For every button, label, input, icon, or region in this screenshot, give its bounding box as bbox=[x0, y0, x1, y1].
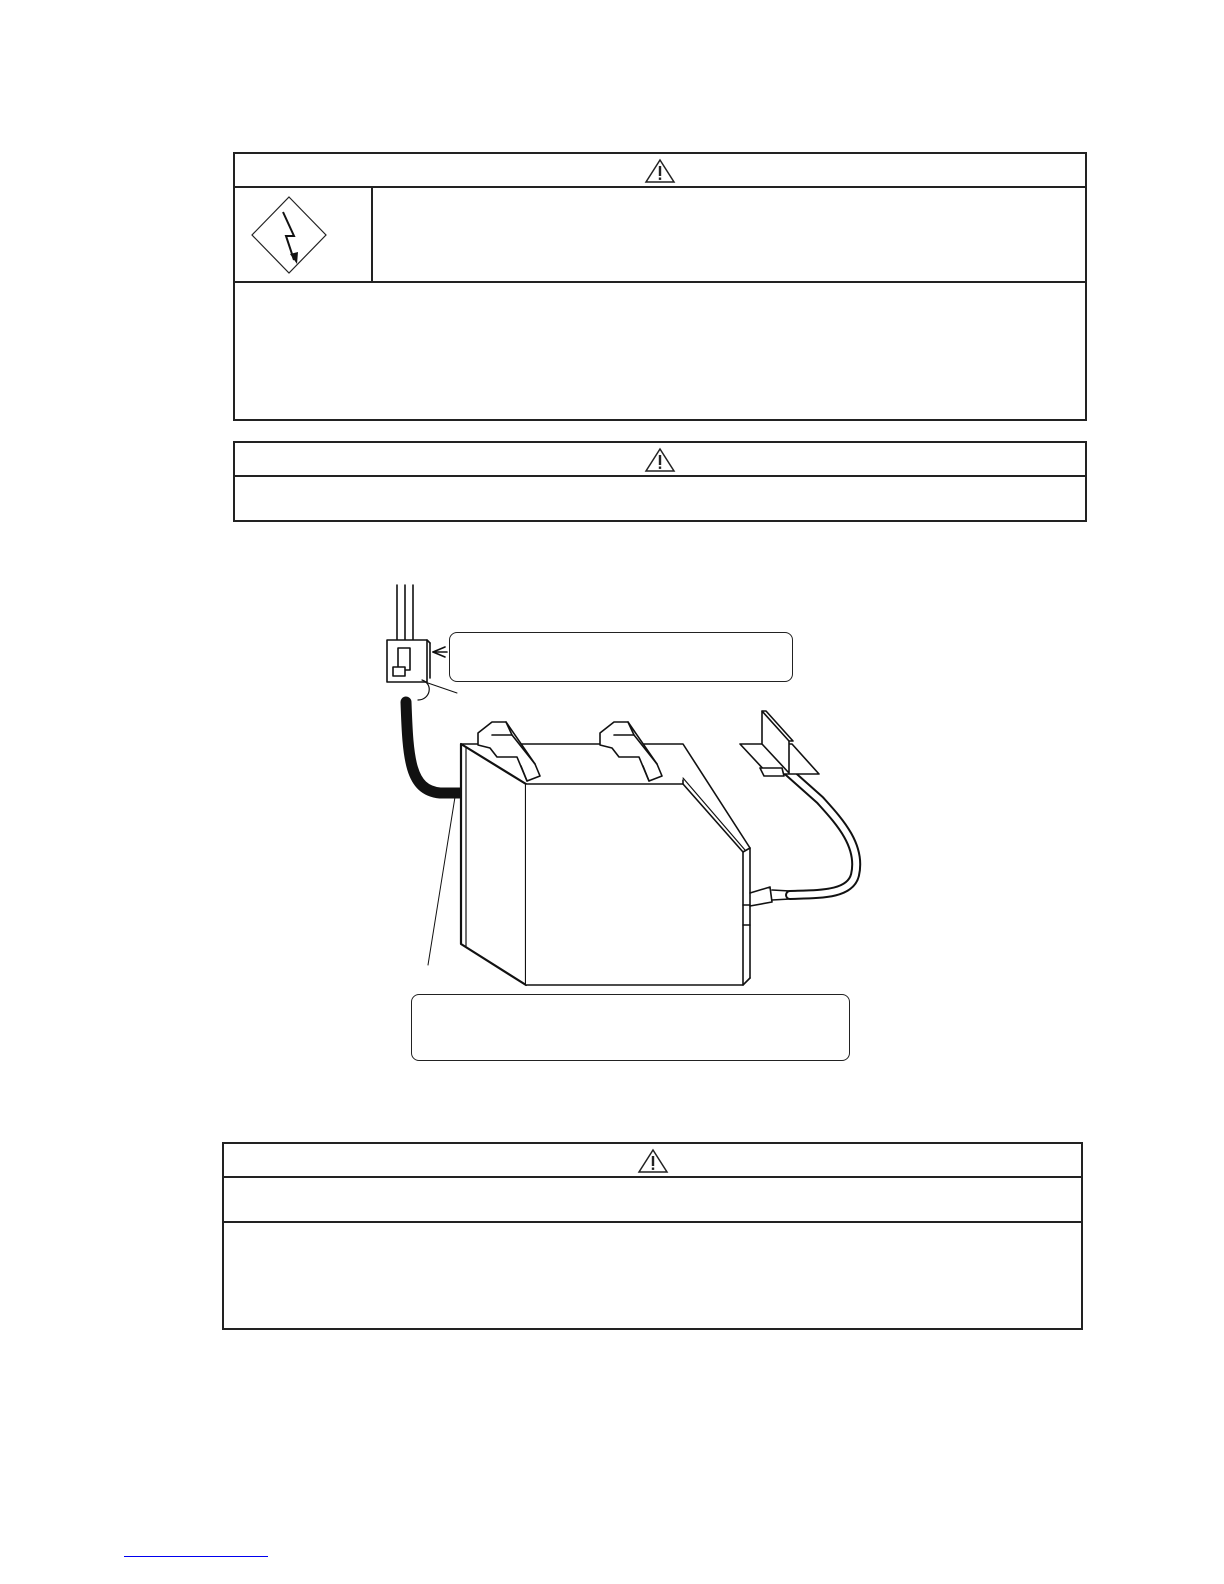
warning-box-lower bbox=[222, 1142, 1083, 1330]
disconnect-switch bbox=[387, 640, 447, 682]
ground-leader-line bbox=[425, 682, 457, 693]
power-source-cabinet bbox=[461, 744, 750, 985]
lifting-handle-right bbox=[600, 722, 662, 781]
warning-lower-body bbox=[224, 1223, 1081, 1328]
supply-wires bbox=[397, 585, 413, 640]
upper-callout-box bbox=[449, 632, 793, 682]
workpiece bbox=[740, 711, 819, 776]
lower-callout-pointer bbox=[428, 797, 455, 965]
lower-callout-box bbox=[411, 994, 850, 1061]
warning-lower-header bbox=[224, 1144, 1081, 1178]
warning-lower-subheader bbox=[224, 1178, 1081, 1223]
output-connector bbox=[750, 887, 790, 906]
caution-triangle-icon bbox=[637, 1148, 669, 1174]
footer-link-rule[interactable] bbox=[124, 1556, 268, 1557]
